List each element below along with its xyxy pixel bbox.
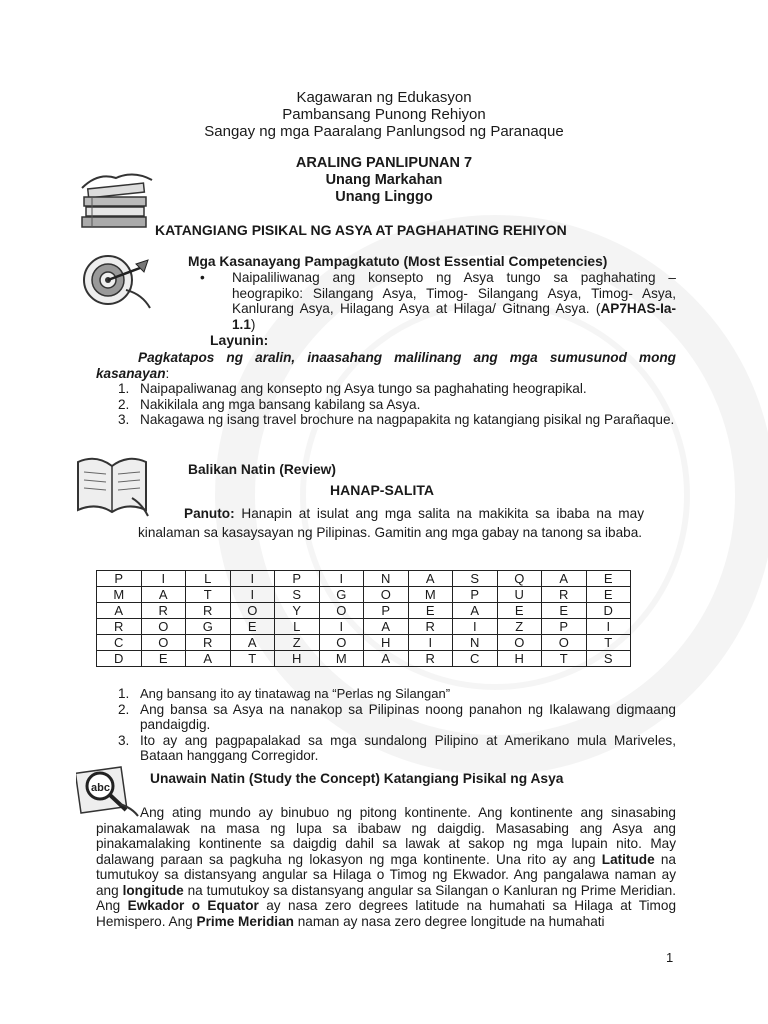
layunin-item-text: Naipapaliwanag ang konsepto ng Asya tungo sa paghahating heograpikal. [140, 381, 587, 396]
grid-cell: E [230, 619, 275, 635]
grid-cell: A [408, 571, 453, 587]
grid-cell: T [186, 587, 231, 603]
grid-cell: O [230, 603, 275, 619]
page-number: 1 [666, 950, 674, 965]
grid-cell: D [586, 603, 631, 619]
grid-cell: O [319, 635, 364, 651]
grid-cell: N [364, 571, 409, 587]
grid-cell: Q [497, 571, 542, 587]
word-search-grid-body [97, 571, 631, 667]
grid-cell: O [364, 587, 409, 603]
grid-cell: T [542, 651, 587, 667]
grid-cell: I [230, 587, 275, 603]
question-text: Ang bansa sa Asya na nanakop sa Pilipinas noong panahon ng Ikalawang digmaang pandaigdig. [140, 701, 676, 732]
grid-row [97, 651, 631, 667]
question-text: Ito ay ang pagpapalakad sa mga sundalong Pilipino at Amerikano mula Mariveles, Bataan hanggang Corregidor. [140, 732, 676, 763]
grid-row [97, 571, 631, 587]
grid-cell: L [186, 571, 231, 587]
concept-text-2: na tumutukoy sa distansyang angular sa Hilaga o Timog ng Ekwador. Ang pangalawa naman ay ang [96, 851, 676, 898]
grid-cell: M [97, 587, 142, 603]
grid-cell: C [97, 635, 142, 651]
grid-cell: Z [497, 619, 542, 635]
grid-cell: A [97, 603, 142, 619]
grid-cell: R [542, 587, 587, 603]
grid-row [97, 635, 631, 651]
grid-cell: P [97, 571, 142, 587]
question-text: Ang bansang ito ay tinatawag na “Perlas ng Silangan” [140, 686, 451, 701]
grid-cell: Y [275, 603, 320, 619]
grid-row [97, 619, 631, 635]
term-prime-meridian: Prime Meridian [196, 913, 294, 929]
grid-cell: L [275, 619, 320, 635]
grid-cell: T [230, 651, 275, 667]
grid-cell: S [453, 571, 498, 587]
grid-cell: R [141, 603, 186, 619]
layunin-intro-end: : [165, 365, 170, 381]
grid-cell: E [586, 587, 631, 603]
grid-cell: A [141, 587, 186, 603]
grid-cell: M [319, 651, 364, 667]
list-item: 3. Nakagawa ng isang travel brochure na nagpapakita ng katangiang pisikal ng Parañaque. [118, 412, 675, 427]
grid-cell: A [453, 603, 498, 619]
grid-cell: S [586, 651, 631, 667]
concept-paragraph [96, 805, 676, 929]
grid-cell: Z [275, 635, 320, 651]
header-line-1: Kagawaran ng Edukasyon [296, 89, 472, 106]
grid-cell: E [497, 603, 542, 619]
grid-cell: A [230, 635, 275, 651]
grid-cell: A [364, 619, 409, 635]
term-ekwador: Ewkador o Equator [127, 898, 259, 913]
grid-cell: O [319, 603, 364, 619]
term-longitude: longitude [122, 882, 184, 898]
grid-cell: G [319, 587, 364, 603]
grid-cell: I [319, 571, 364, 587]
svg-text:abc: abc [91, 782, 110, 794]
grid-cell: T [586, 635, 631, 651]
grid-row [97, 603, 631, 619]
grid-cell: A [186, 651, 231, 667]
competency-text [210, 270, 676, 332]
grid-cell: G [186, 619, 231, 635]
header-line-3: Sangay ng mga Paaralang Panlungsod ng Paranaque [204, 123, 564, 140]
layunin-item-text: Nakagawa ng isang travel brochure na nagpapakita ng katangiang pisikal ng Parañaque. [140, 412, 675, 427]
list-item: 1. Ang bansang ito ay tinatawag na “Perlas ng Silangan” [118, 686, 451, 701]
grid-cell: E [408, 603, 453, 619]
grid-cell: C [453, 651, 498, 667]
grid-cell: A [542, 571, 587, 587]
competency-bullet-end: ) [250, 316, 256, 332]
list-item: 1. Naipapaliwanag ang konsepto ng Asya tungo sa paghahating heograpikal. [118, 381, 587, 396]
grid-cell: H [275, 651, 320, 667]
list-item: 2. Nakikilala ang mga bansang kabilang sa Asya. [118, 396, 421, 412]
competency-bullet [200, 270, 676, 332]
grid-cell: R [186, 603, 231, 619]
list-item: 3. Ito ay ang pagpapalakad sa mga sundalong Pilipino at Amerikano mula Mariveles, Bataan hanggang Corregidor. [118, 732, 676, 763]
grid-cell: P [542, 619, 587, 635]
layunin-intro-text: Pagkatapos ng aralin, inaasahang malilinang ang mga sumusunod mong kasanayan [96, 350, 676, 381]
subject-name: ARALING PANLIPUNAN 7 [295, 155, 473, 171]
grid-cell: I [141, 571, 186, 587]
grid-cell: I [586, 619, 631, 635]
grid-cell: A [364, 651, 409, 667]
grid-cell: H [364, 635, 409, 651]
grid-cell: R [408, 651, 453, 667]
review-panuto [138, 504, 644, 542]
grid-cell: O [497, 635, 542, 651]
subject-week: Unang Linggo [335, 189, 433, 205]
review-title: HANAP-SALITA [330, 482, 434, 498]
books-icon [78, 168, 156, 230]
grid-cell: H [497, 651, 542, 667]
word-search-grid [96, 570, 631, 667]
grid-cell: R [408, 619, 453, 635]
competency-code: AP7HAS-Ia-1.1 [232, 301, 676, 332]
concept-text-3: na tumutukoy sa distansyang angular sa Silangan o Kanluran ng Prime Meridian. Ang [96, 882, 676, 913]
grid-cell: S [275, 587, 320, 603]
grid-cell: D [97, 651, 142, 667]
grid-cell: I [230, 571, 275, 587]
grid-cell: P [275, 571, 320, 587]
grid-cell: I [319, 619, 364, 635]
lesson-title: KATANGIANG PISIKAL NG ASYA AT PAGHAHATING REHIYON [155, 222, 567, 238]
grid-cell: I [408, 635, 453, 651]
grid-cell: O [141, 619, 186, 635]
grid-cell: O [141, 635, 186, 651]
layunin-list [118, 381, 676, 428]
layunin-intro [96, 350, 676, 381]
grid-cell: P [453, 587, 498, 603]
layunin-heading: Layunin: [210, 332, 269, 348]
grid-cell: M [408, 587, 453, 603]
grid-cell: N [453, 635, 498, 651]
grid-cell: U [497, 587, 542, 603]
concept-text-4: ay nasa zero degrees latitude na humahati sa Hilaga at Timog Hemispero. Ang [96, 898, 677, 929]
subject-quarter: Unang Markahan [325, 172, 443, 188]
grid-cell: E [141, 651, 186, 667]
grid-cell: P [364, 603, 409, 619]
grid-cell: E [542, 603, 587, 619]
grid-cell: I [453, 619, 498, 635]
concept-heading: Unawain Natin (Study the Concept) Katangiang Pisikal ng Asya [150, 771, 564, 786]
competency-bullet-text: Naipaliliwanag ang konsepto ng Asya tungo sa paghahating – heograpiko: Silangang Asya, Timog- Silangang Asya, Timog- Asya, Kanlurang Asya, Hilagang Asya at Hilaga/ Gitnang Asya. ( [232, 270, 676, 316]
grid-cell: R [97, 619, 142, 635]
grid-cell: O [542, 635, 587, 651]
target-icon [78, 250, 156, 312]
grid-cell: E [586, 571, 631, 587]
bullet-icon: • [200, 270, 205, 285]
grid-row [97, 587, 631, 603]
layunin-item-text: Nakikilala ang mga bansang kabilang sa Asya. [140, 396, 421, 412]
concept-text-5: naman ay nasa zero degree longitude na humahati [293, 913, 605, 929]
panuto-text: Hanapin at isulat ang mga salita na makikita sa ibaba na may kinalaman sa kasaysayan ng Pilipinas. Gamitin ang mga gabay na tanong sa ibaba. [138, 506, 644, 540]
term-latitude: Latitude [601, 851, 655, 867]
grid-cell: R [186, 635, 231, 651]
questions-list [118, 686, 676, 764]
panuto-label: Panuto: [184, 506, 235, 521]
concept-text-1: Ang ating mundo ay binubuo ng pitong kontinente. Ang kontinente ang sinasabing pinakamalawak na masa ng lupa sa ibabaw ng daigdig. Masasabing ang Asya ang pinakamalaking kontinente sa daigdig dahil sa lawak at sakop ng mga lupain nito. May dalawang paraan sa pagkuha ng lokasyon ng mga kontinente. Una rito ay ang [96, 805, 676, 867]
review-heading: Balikan Natin (Review) [188, 462, 336, 477]
header-line-2: Pambansang Punong Rehiyon [282, 106, 486, 123]
list-item: 2. Ang bansa sa Asya na nanakop sa Pilipinas noong panahon ng Ikalawang digmaang pandaigdig. [118, 701, 676, 732]
competencies-heading: Mga Kasanayang Pampagkatuto (Most Essential Competencies) [188, 254, 608, 269]
